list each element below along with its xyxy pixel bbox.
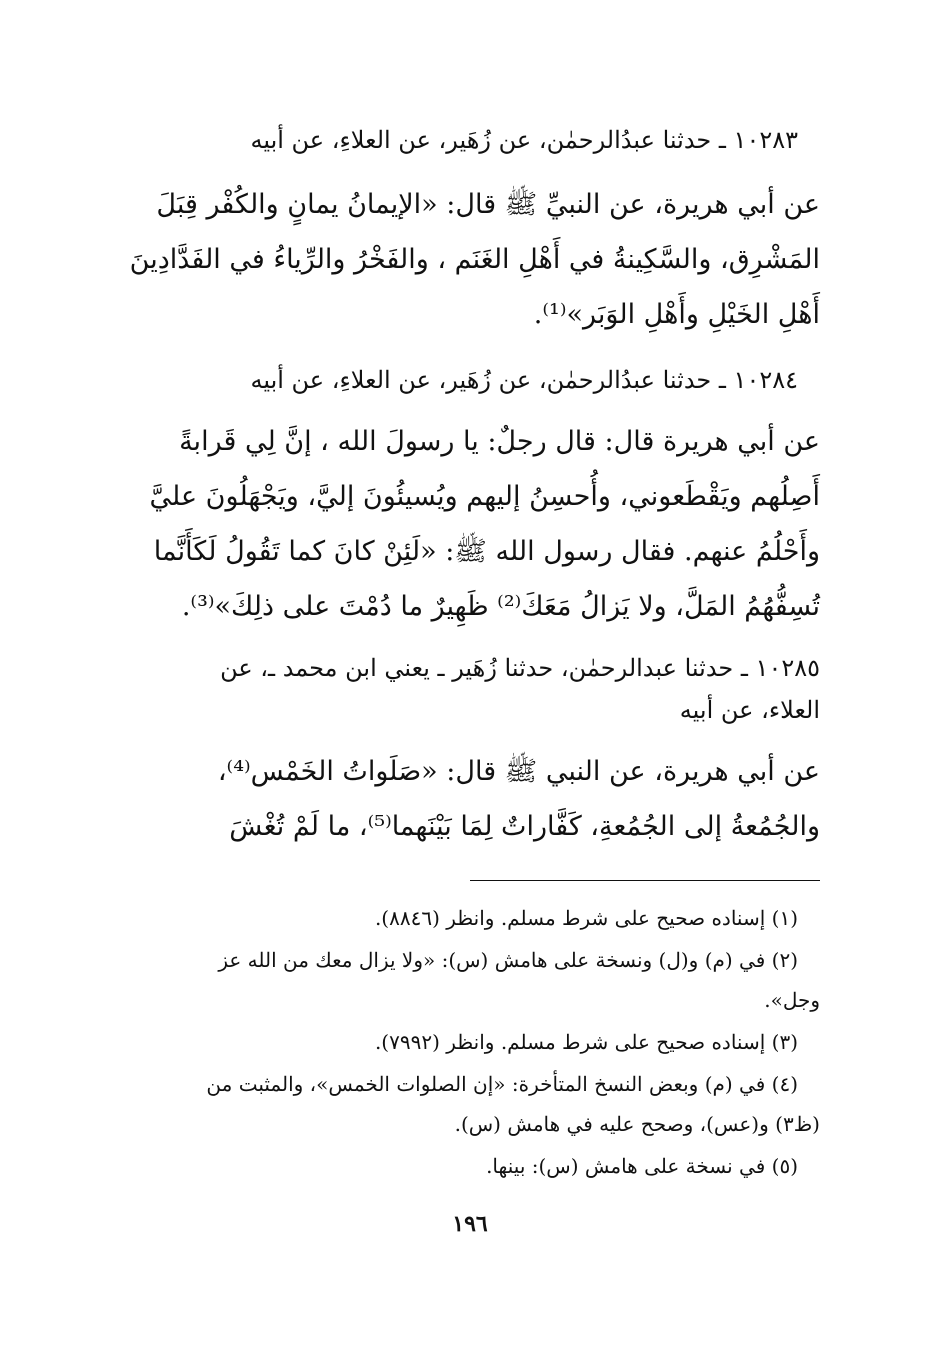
footnote-4-line-2: (ظ٣) و(عس)، وصحح عليه في هامش (س).	[454, 1112, 820, 1136]
hadith-1-matn-line-1: عن أبي هريرة، عن النبيِّ ﷺ قال: «الإيمانُ يمانٍ والكُفْر قِبَلَ	[156, 189, 820, 220]
page-number: ١٩٦	[452, 1211, 488, 1237]
footnote-2-line-2: وجل».	[764, 988, 820, 1012]
hadith-2-isnad-line-1: ١٠٢٨٤ ـ حدثنا عبدُالرحمٰن، عن زُهَير، عن العلاءِ، عن أبيه	[250, 366, 798, 394]
hadith-2-matn-line-1: عن أبي هريرة قال: قال رجلٌ: يا رسولَ الله ، إنَّ لِي قَرابةً	[179, 426, 820, 457]
hadith-2-matn-line-4: تُسِفُّهُمُ المَلَّ، ولا يَزالُ مَعَكَ⁽²⁾ ظَهِيرٌ ما دُمْتَ على ذلِكَ»⁽³⁾.	[181, 591, 820, 622]
footnote-separator	[470, 880, 820, 881]
hadith-3-isnad-line-2: العلاء، عن أبيه	[679, 696, 820, 724]
footnote-2-line-1: (٢) في (م) و(ل) ونسخة على هامش (س): «ولا يزال معك من الله عز	[218, 948, 798, 972]
footnote-1: (١) إسناده صحيح على شرط مسلم. وانظر (٨٨٤٦).	[374, 906, 798, 930]
hadith-3-matn-line-1: عن أبي هريرة، عن النبي ﷺ قال: «صَلَواتُ الخَمْس⁽⁴⁾،	[217, 756, 820, 787]
hadith-2-matn-line-2: أَصِلُهم ويَقْطَعوني، وأُحسِنُ إليهم ويُسيئُونَ إليَّ، ويَجْهَلُونَ عليَّ	[149, 481, 820, 512]
hadith-2-matn-line-3: وأَحْلُمُ عنهم. فقال رسول الله ﷺ: «لَئِنْ كانَ كما تَقُولُ لَكَأَنَّما	[153, 536, 820, 567]
footnote-4-line-1: (٤) في (م) وبعض النسخ المتأخرة: «إن الصلوات الخمس»، والمثبت من	[206, 1072, 798, 1096]
footnote-3: (٣) إسناده صحيح على شرط مسلم. وانظر (٧٩٩٢).	[374, 1030, 798, 1054]
hadith-1-matn-line-2: المَشْرِق، والسَّكِينةُ في أَهْلِ الغَنَم ، والفَخْرُ والرِّياءُ في الفَدَّادِينَ	[129, 244, 820, 275]
hadith-1-isnad-line-1: ١٠٢٨٣ ـ حدثنا عبدُالرحمٰن، عن زُهَير، عن العلاءِ، عن أبيه	[250, 126, 798, 154]
hadith-3-isnad-line-1: ١٠٢٨٥ ـ حدثنا عبدالرحمٰن، حدثنا زُهَير ـ يعني ابن محمد ـ، عن	[220, 654, 820, 682]
footnote-5: (٥) في نسخة على هامش (س): بينها.	[486, 1154, 798, 1178]
hadith-1-matn-line-3: أَهْلِ الخَيْلِ وأَهْلِ الوَبَر»⁽¹⁾.	[533, 299, 820, 330]
hadith-3-matn-line-2: والجُمُعةُ إلى الجُمُعةِ، كَفَّاراتٌ لِمَا بَيْنَهما⁽⁵⁾، ما لَمْ تُغْشَ	[229, 811, 820, 842]
